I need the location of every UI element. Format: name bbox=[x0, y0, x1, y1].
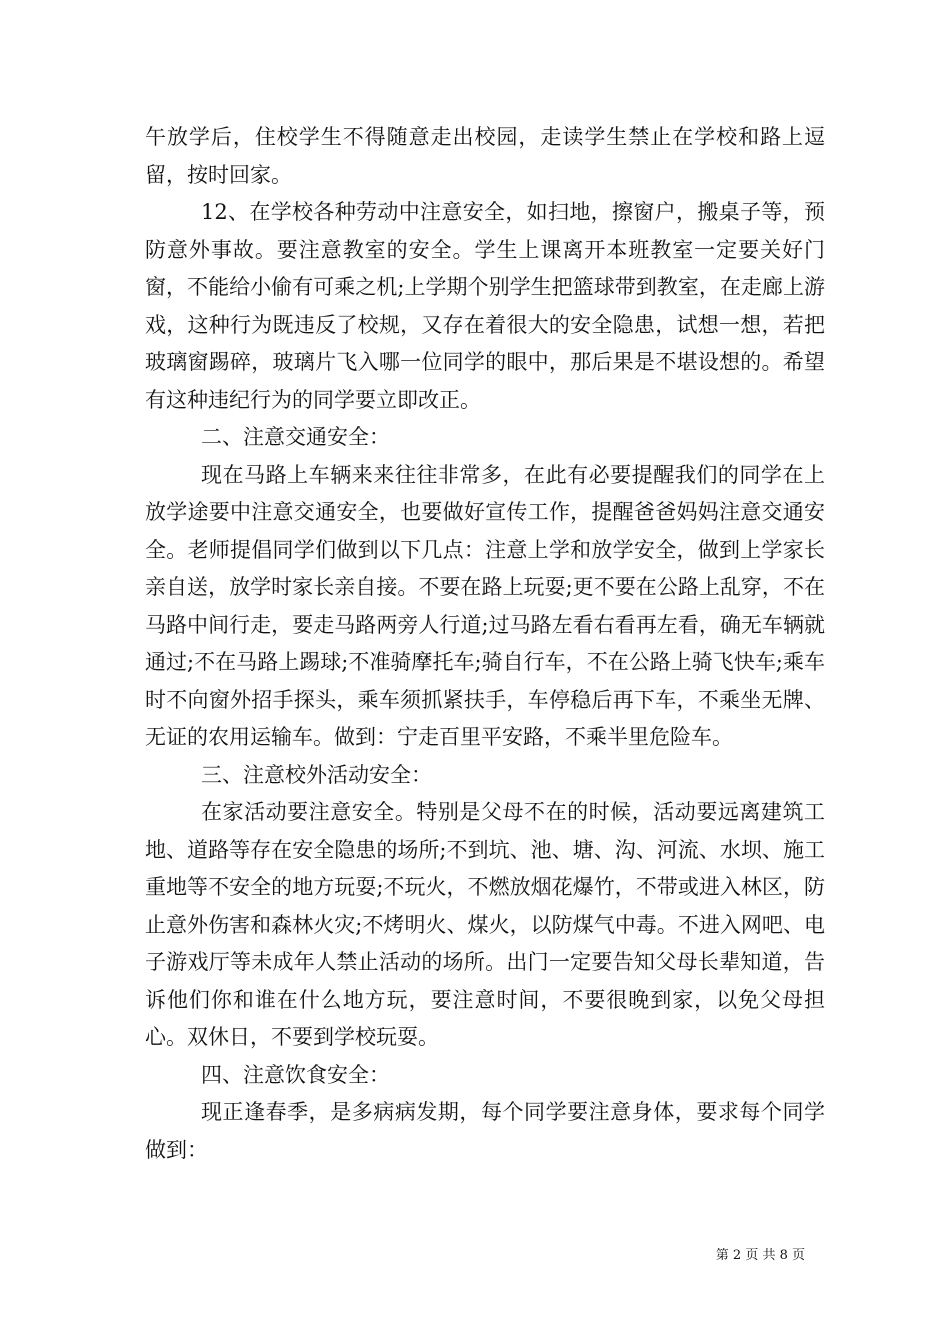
page-number: 第 2 页 共 8 页 bbox=[715, 1248, 805, 1263]
paragraph-1: 午放学后，住校学生不得随意走出校园，走读学生禁止在学校和路上逗留，按时回家。 bbox=[145, 125, 825, 187]
document-body bbox=[145, 119, 825, 1169]
paragraph-food: 现正逢春季，是多病病发期，每个同学要注意身体，要求每个同学做到： bbox=[145, 1100, 825, 1162]
section-heading-traffic: 二、注意交通安全： bbox=[201, 425, 390, 449]
paragraph-outdoor: 在家活动要注意安全。特别是父母不在的时候，活动要远离建筑工地、道路等存在安全隐患的场所;不到坑、池、塘、沟、河流、水坝、施工重地等不安全的地方玩耍;不玩火，不燃放烟花爆竹，不带或进入林区，防止意外伤害和森林火灾;不烤明火、煤火，以防煤气中毒。不进入网吧、电子游戏厅等未成年人禁止活动的场所。出门一定要告知父母长辈知道，告诉他们你和谁在什么地方玩，要注意时间，不要很晚到家，以免父母担心。双休日，不要到学校玩耍。 bbox=[145, 800, 825, 1049]
paragraph-traffic: 现在马路上车辆来来往往非常多，在此有必要提醒我们的同学在上放学途要中注意交通安全，也要做好宣传工作，提醒爸爸妈妈注意交通安全。老师提倡同学们做到以下几点：注意上学和放学安全，做到上学家长亲自送，放学时家长亲自接。不要在路上玩耍;更不要在公路上乱穿，不在马路中间行走，要走马路两旁人行道;过马路左看右看再左看，确无车辆就通过;不在马路上踢球;不准骑摩托车;骑自行车，不在公路上骑飞快车;乘车时不向窗外招手探头，乘车须抓紧扶手，车停稳后再下车，不乘坐无牌、无证的农用运输车。做到：宁走百里平安路，不乘半里危险车。 bbox=[145, 462, 825, 749]
paragraph-2: 12、在学校各种劳动中注意安全，如扫地，擦窗户，搬桌子等，预防意外事故。要注意教室的安全。学生上课离开本班教室一定要关好门窗，不能给小偷有可乘之机;上学期个别学生把篮球带到教室，在走廊上游戏，这种行为既违反了校规，又存在着很大的安全隐患，试想一想，若把玻璃窗踢碎，玻璃片飞入哪一位同学的眼中，那后果是不堪设想的。希望有这种违纪行为的同学要立即改正。 bbox=[145, 200, 825, 412]
section-heading-outdoor: 三、注意校外活动安全： bbox=[201, 762, 432, 787]
section-heading-food: 四、注意饮食安全： bbox=[201, 1062, 390, 1087]
